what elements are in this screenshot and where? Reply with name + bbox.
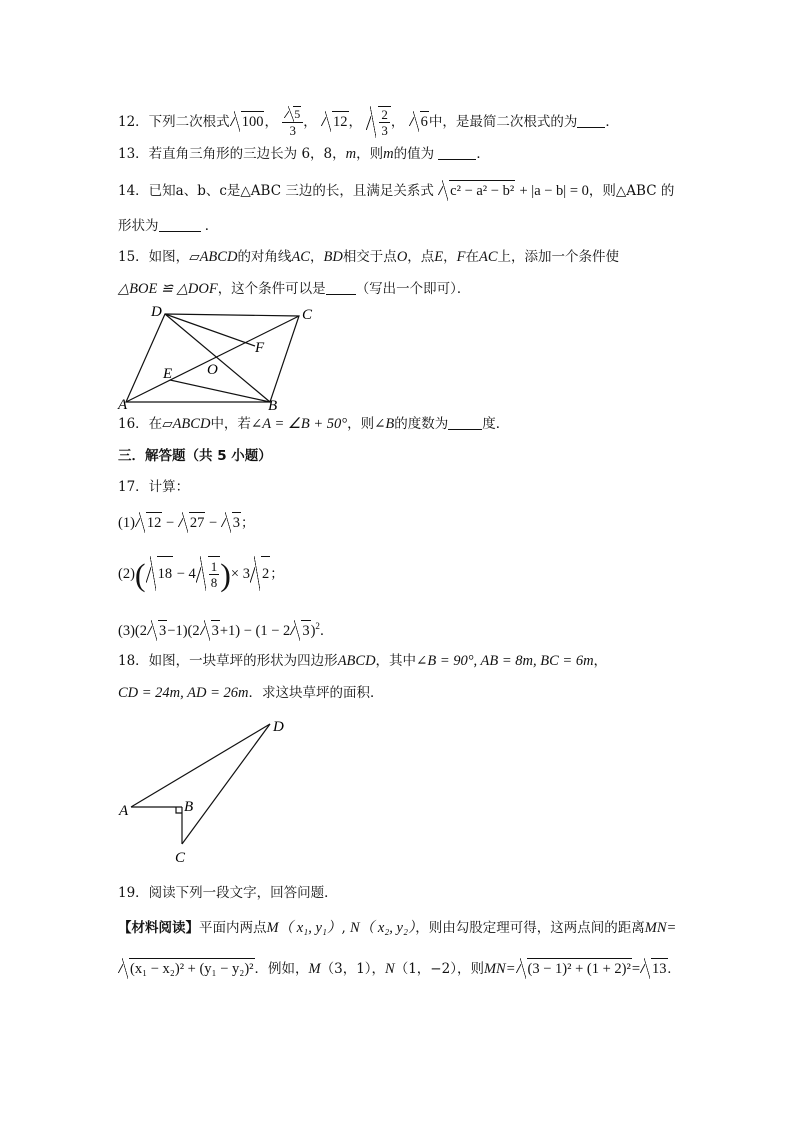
q19-title: 19．阅读下列一段文字，回答问题． [118, 885, 338, 901]
q14-line1: 14．已知a、b、c是△ABC 三边的长，且满足关系式 c² − a² − b² + |a − b| = 0，则△ABC 的 [118, 180, 674, 201]
abs-a-minus-b: + |a − b| = 0 [519, 183, 589, 199]
segment-cd [182, 724, 270, 844]
answer-blank[interactable] [159, 217, 201, 232]
answer-blank[interactable] [326, 280, 356, 295]
label-b: B [184, 799, 194, 815]
label-e: E [163, 366, 173, 382]
segment-df [165, 314, 255, 346]
label-a: A [118, 397, 128, 412]
q12-prefix: 12．下列二次根式 [118, 113, 230, 130]
label-a: A [119, 803, 129, 819]
parallelogram-icon: ▱ [189, 249, 200, 265]
q15-line2: △BOE ≌ △DOF，这个条件可以是 （写出一个即可）． [118, 281, 471, 297]
q13-line: 13．若直角三角形的三边长为 6，8，m，则m的值为 ． [118, 146, 490, 162]
radical-13: 13 [640, 958, 668, 979]
radical-6: 6 [409, 111, 429, 132]
q12-line: 12．下列二次根式 100， $\frac{5}{3}$ ， 12， $\frac{2}{3}$ ， 6中，是最简二次根式的为 ． [118, 107, 619, 139]
q14-line2: 形状为 ． [118, 218, 219, 234]
segment-ad [131, 724, 270, 807]
q16-line: 16．在▱ABCD中，若∠A = ∠B + 50°，则∠B的度数为 度． [118, 416, 510, 432]
q18-line1: 18．如图，一块草坪的形状为四边形ABCD，其中∠B = 90°, AB = 8m, BC = 6m， [118, 653, 608, 669]
q19-line1: 【材料阅读】平面内两点M（ x₁, y₁）, N（ x₂, y₂），则由勾股定理可得，这两点间的距离MN= [118, 920, 677, 936]
label-o: O [207, 362, 218, 378]
q19-line2: (x₁ − x₂)² + (y₁ − y₂)²．例如，M（3，1），N（1，−2），则MN= (3 − 1)² + (1 + 2)²= 13. [118, 958, 671, 979]
example-formula: (3 − 1)² + (1 + 2)² [516, 958, 632, 979]
label-f: F [255, 340, 265, 356]
quadrilateral-figure [115, 712, 295, 867]
q17-part3: (3)(2 3−1)(2 3+1) − (1 − 2 3)$^2$． [118, 621, 334, 639]
answer-blank[interactable] [438, 145, 476, 160]
q12-suffix: 中，是最简二次根式的为 [428, 113, 578, 130]
distance-formula: (x₁ − x₂)² + (y₁ − y₂)² [118, 958, 255, 979]
label-c: C [302, 307, 313, 323]
answer-blank[interactable] [448, 415, 482, 430]
label-d: D [273, 719, 284, 735]
radical-100: 100 [230, 111, 265, 132]
radical-c2-a2-b2: c² − a² − b² [438, 180, 515, 201]
radical-2-over-3: $\frac{2}{3}$ [366, 106, 391, 138]
section-title: 三．解答题（共 5 小题） [118, 448, 272, 464]
parallelogram-icon: ▱ [162, 416, 173, 432]
right-angle-mark [176, 807, 182, 813]
answer-blank[interactable] [577, 113, 605, 128]
q15-line1: 15．如图，▱ABCD的对角线AC，BD相交于点O，点E，F在AC上，添加一个条件使 [118, 249, 620, 265]
q17-part1: (1) 12 − 27 − 3； [118, 512, 255, 533]
segment-eb [170, 380, 270, 402]
fraction-sqrt5-over-3: $\frac{5}{3}$ [282, 106, 303, 138]
diagonal-bd [165, 314, 270, 402]
radical-12: 12 [321, 111, 349, 132]
q17-title: 17．计算： [118, 479, 190, 495]
label-c: C [175, 850, 186, 866]
q18-line2: CD = 24m, AD = 26m．求这块草坪的面积． [118, 685, 384, 701]
label-b: B [268, 398, 278, 412]
parallelogram-figure [115, 300, 325, 412]
q17-part2: (2)( 18 − 4 $\frac{1}{8}$ )× 3 2； [118, 556, 284, 593]
label-d: D [151, 304, 162, 320]
